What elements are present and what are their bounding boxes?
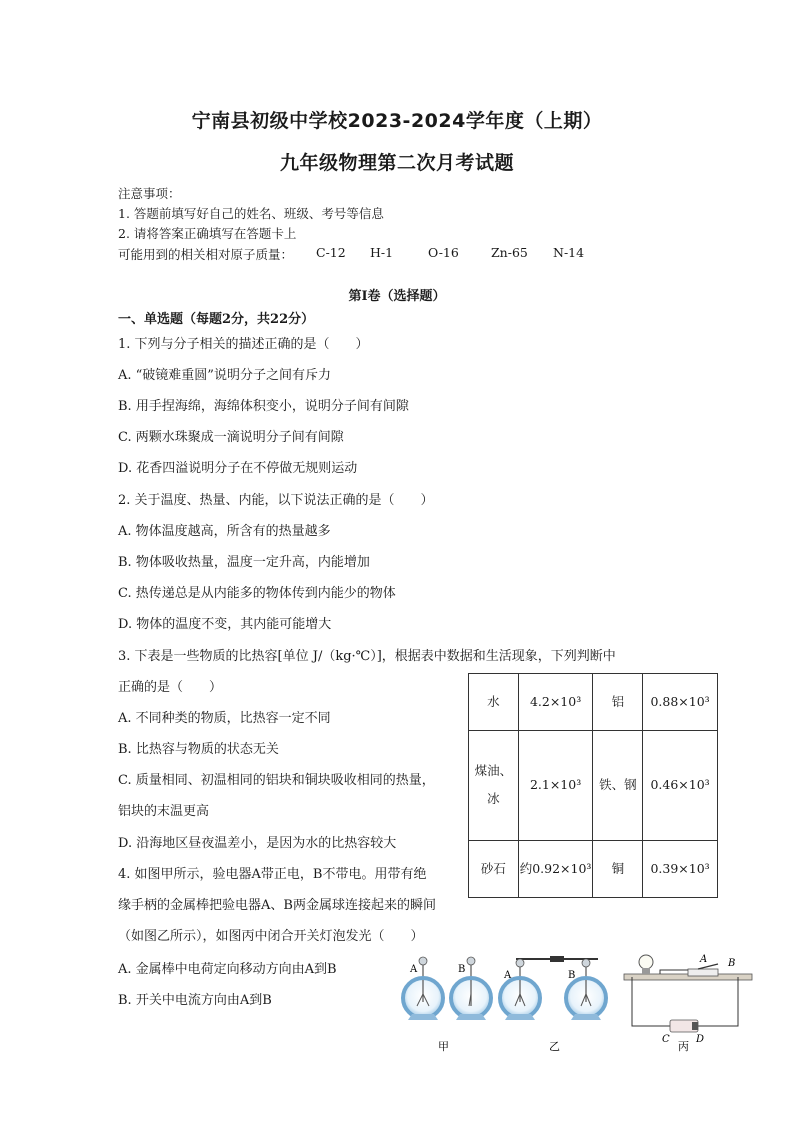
question-3-option-b: B. 比热容与物质的状态无关: [118, 742, 279, 757]
question-3-option-a: A. 不同种类的物质，比热容一定不同: [118, 711, 331, 726]
table-cell-substance: 铁、钢: [593, 731, 643, 840]
question-4-stem-line3: （如图乙所示），如图丙中闭合开关灯泡发光（ ）: [118, 929, 424, 944]
electroscope-circuit-figure: [398, 950, 758, 1060]
figure-label-b: B: [568, 970, 576, 981]
table-cell-substance: 铝: [593, 674, 643, 731]
atomic-mass-h: H-1: [370, 245, 394, 260]
table-cell-substance: 铜: [593, 840, 643, 897]
question-1-option-b: B. 用手捏海绵，海绵体积变小，说明分子间有间隙: [118, 399, 409, 414]
exam-title-line2: 九年级物理第二次月考试题: [279, 152, 514, 174]
electroscope-b-icon: [451, 957, 491, 1020]
table-cell-value: 0.46×10³: [643, 731, 718, 840]
question-4-option-b: B. 开关中电流方向由A到B: [118, 993, 272, 1008]
question-3-stem-line1: 3. 下表是一些物质的比热容[单位 J/（kg·℃）]，根据表中数据和生活现象，下列判断中: [118, 649, 616, 664]
electroscope-a-icon: [403, 957, 443, 1020]
notes-heading: 注意事项：: [118, 186, 181, 201]
question-2-option-c: C. 热传递总是从内能多的物体传到内能少的物体: [118, 586, 396, 601]
question-2-option-a: A. 物体温度越高，所含有的热量越多: [118, 524, 331, 539]
question-1-stem: 1. 下列与分子相关的描述正确的是（ ）: [118, 337, 369, 352]
question-3-option-d: D. 沿海地区昼夜温差小，是因为水的比热容较大: [118, 836, 397, 851]
table-row: [469, 840, 718, 897]
question-2-option-b: B. 物体吸收热量，温度一定升高，内能增加: [118, 555, 370, 570]
question-4-option-a: A. 金属棒中电荷定向移动方向由A到B: [118, 962, 337, 977]
question-4-stem-line1: 4. 如图甲所示，验电器A带正电，B不带电。用带有绝: [118, 867, 427, 882]
caption-yi: 乙: [549, 1040, 560, 1053]
question-1-option-c: C. 两颗水珠聚成一滴说明分子间有间隙: [118, 430, 344, 445]
table-cell-substance: 砂石: [469, 840, 519, 897]
table-cell-substance: 水: [469, 674, 519, 731]
atomic-mass-o: O-16: [428, 245, 459, 260]
atomic-mass-c: C-12: [316, 245, 346, 260]
connected-electroscopes-icon: [500, 956, 606, 1020]
table-cell-value: 0.88×10³: [643, 674, 718, 731]
exam-title-line1: 宁南县初级中学校2023-2024学年度（上期）: [191, 110, 603, 132]
specific-heat-table: [468, 673, 718, 898]
question-2-stem: 2. 关于温度、热量、内能，以下说法正确的是（ ）: [118, 493, 434, 508]
question-4-stem-line2: 缘手柄的金属棒把验电器A、B两金属球连接起来的瞬间: [118, 898, 436, 913]
part1-title: 第Ⅰ卷（选择题）: [348, 289, 446, 304]
table-cell-value: 4.2×10³: [518, 674, 593, 731]
question-1-option-d: D. 花香四溢说明分子在不停做无规则运动: [118, 461, 358, 476]
figure-label-a: A: [410, 964, 418, 975]
figure-label-c: C: [662, 1034, 670, 1045]
table-row: [469, 674, 718, 731]
notes-item-2: 2. 请将答案正确填写在答题卡上: [118, 226, 297, 241]
table-cell-value: 约0.92×10³: [518, 840, 593, 897]
table-cell-substance: 煤油、冰: [469, 731, 519, 840]
atomic-mass-label: 可能用到的相关相对原子质量：: [118, 247, 294, 262]
question-3-option-c: C. 质量相同、初温相同的铝块和铜块吸收相同的热量，: [118, 773, 435, 788]
question-1-option-a: A. “破镜难重圆”说明分子之间有斥力: [118, 368, 331, 383]
notes-item-1: 1. 答题前填写好自己的姓名、班级、考号等信息: [118, 206, 384, 221]
question-3-option-c-cont: 铝块的末温更高: [118, 804, 210, 819]
question-2-option-d: D. 物体的温度不变，其内能可能增大: [118, 617, 332, 632]
section-title: 一、单选题（每题2分，共22分）: [118, 312, 315, 327]
table-cell-value: 2.1×10³: [518, 731, 593, 840]
atomic-mass-zn: Zn-65: [491, 245, 528, 260]
caption-jia: 甲: [438, 1040, 449, 1053]
figure-label-b: B: [458, 964, 466, 975]
figure-label-a: A: [700, 954, 708, 965]
figure-label-a: A: [504, 970, 512, 981]
question-3-stem-line2: 正确的是（ ）: [118, 680, 223, 695]
table-row: [469, 731, 718, 840]
caption-bing: 丙: [678, 1040, 689, 1053]
table-cell-value: 0.39×10³: [643, 840, 718, 897]
atomic-mass-n: N-14: [553, 245, 585, 260]
figure-label-d: D: [696, 1034, 705, 1045]
figure-label-b: B: [728, 958, 736, 969]
